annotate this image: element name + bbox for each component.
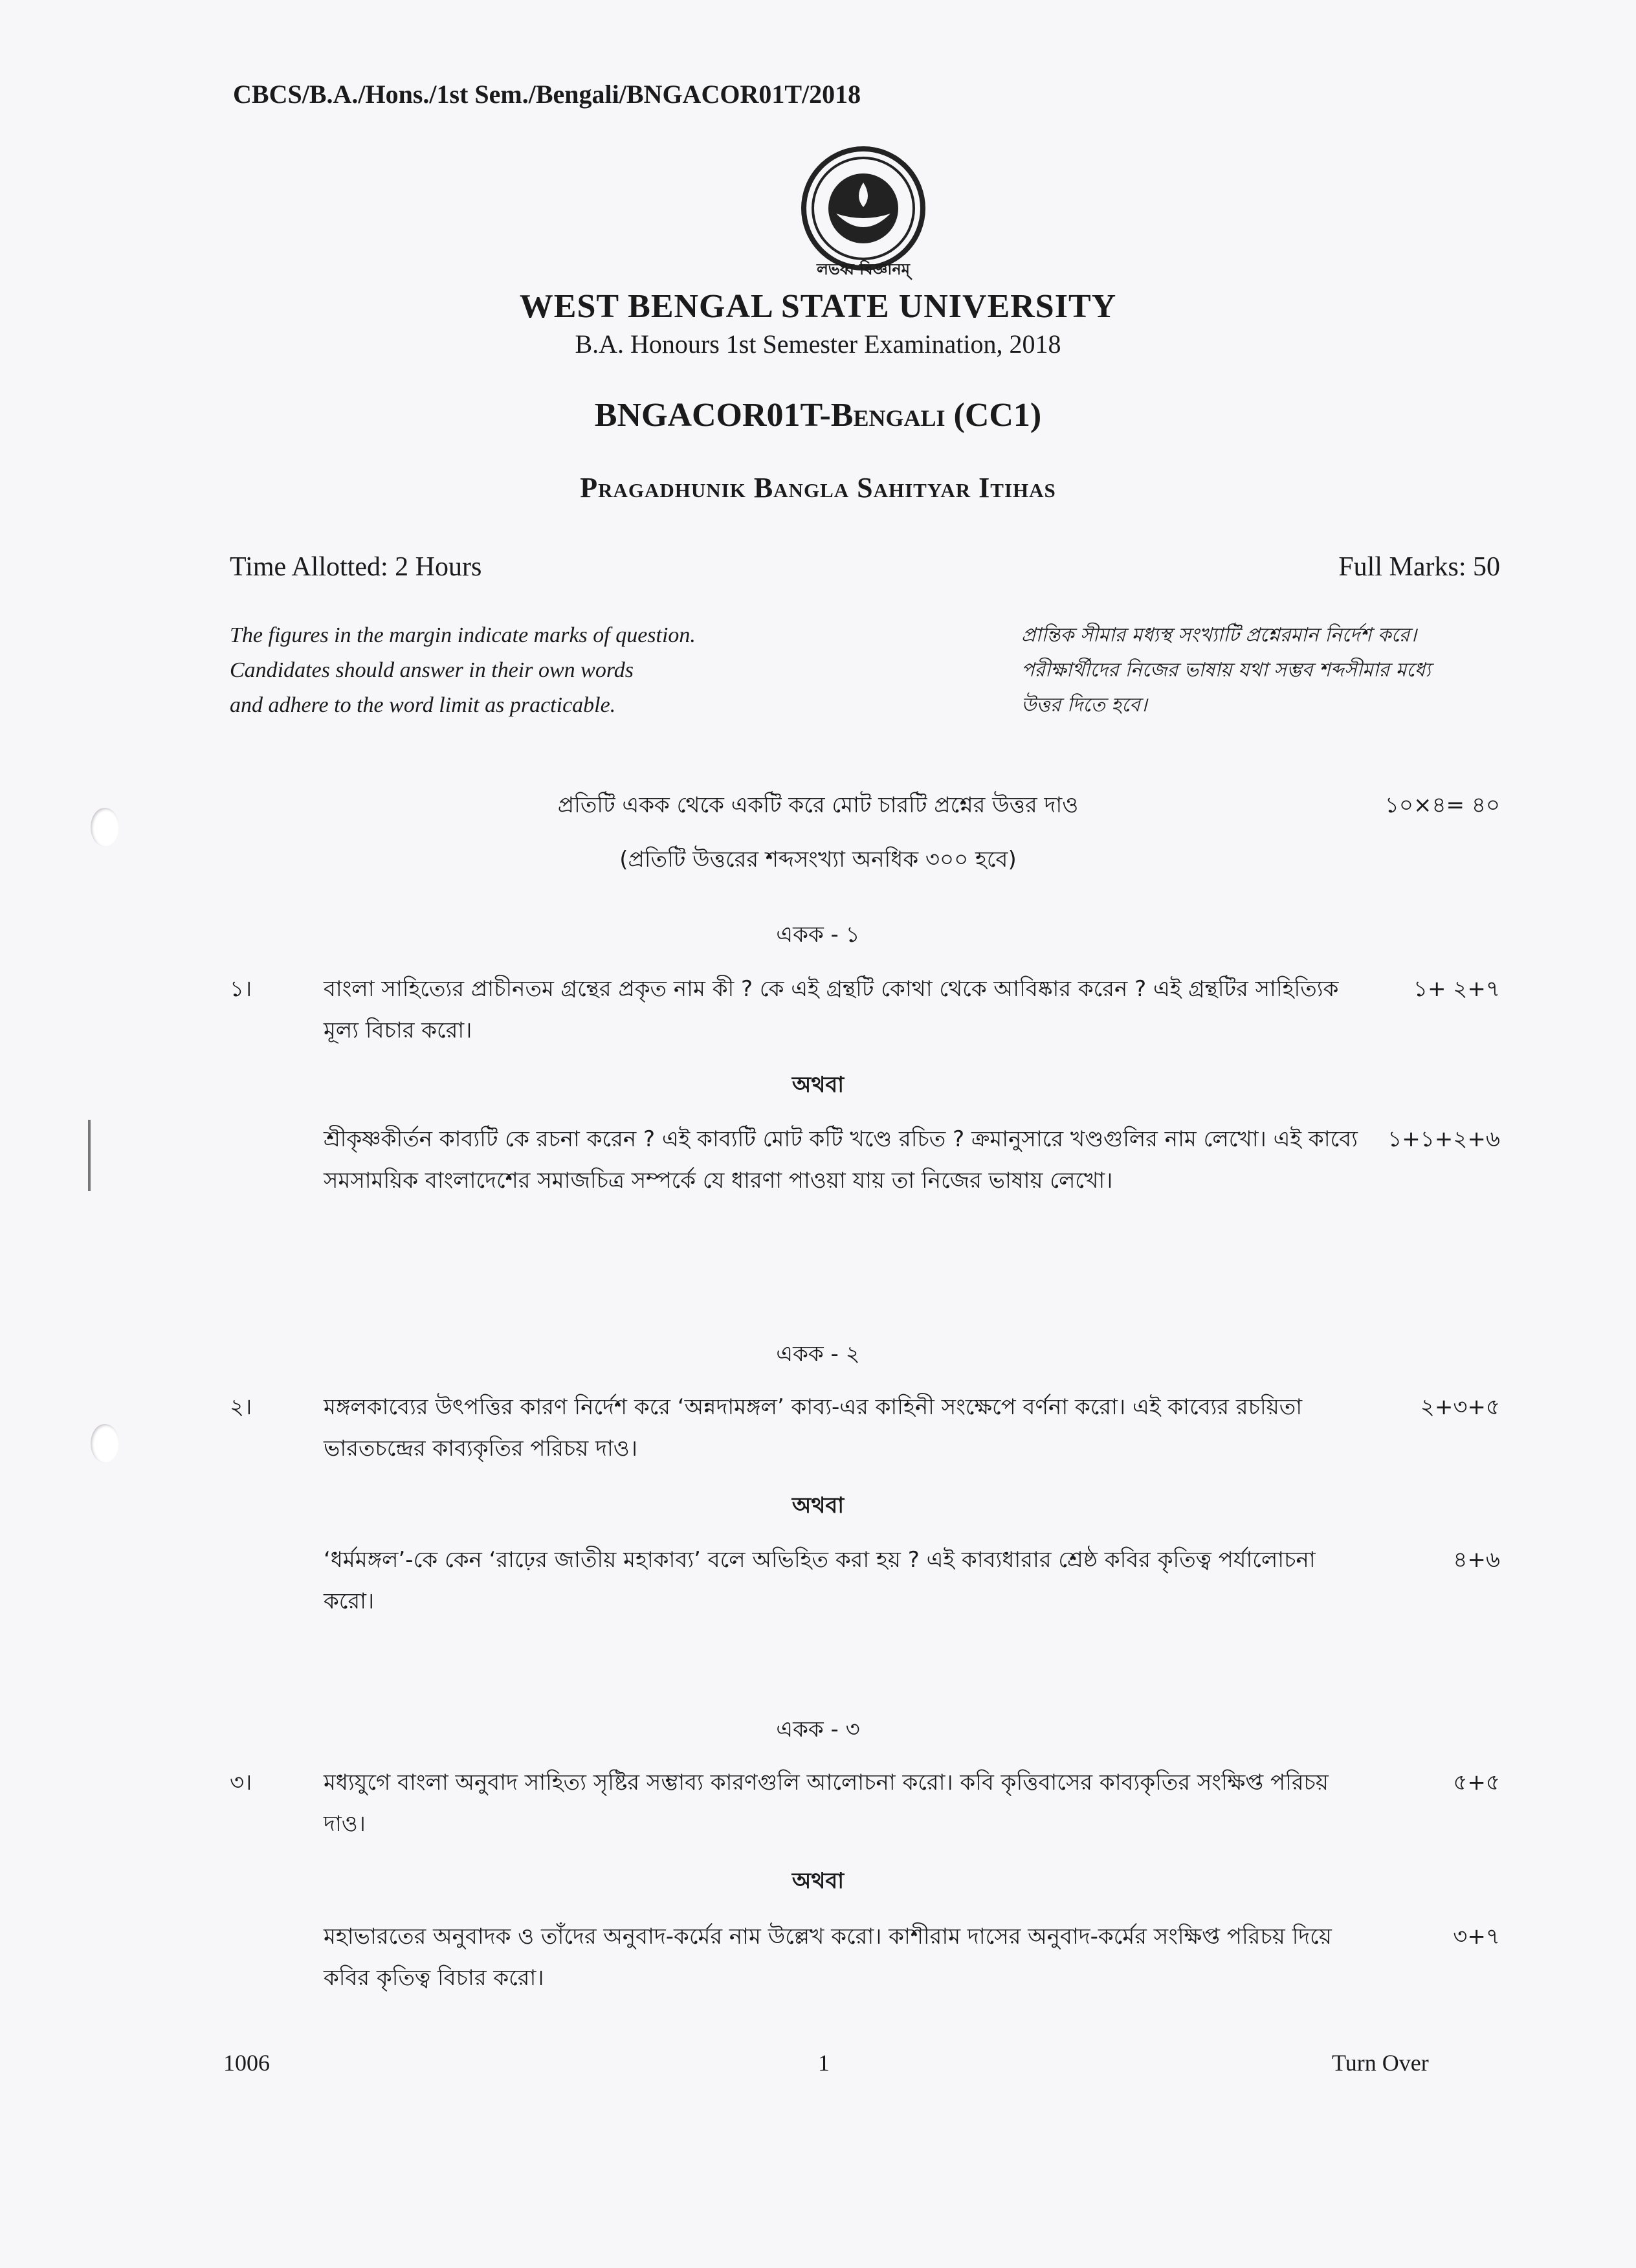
instructions-english (230, 618, 696, 723)
unit-heading: একক - ২ (776, 1341, 860, 1367)
paper-title: BNGACOR01T-Bengali (CC1) (594, 397, 1042, 434)
question-text: ‘ধর্মমঙ্গল’-কে কেন ‘রাঢ়ের জাতীয় মহাকাব্য’ বলে অভিহিত করা হয় ? এই কাব্যধারার শ্রেষ্ঠ কবির কৃতিত্ব পর্যালোচনা করো। (324, 1547, 1316, 1614)
question-number: ২। (230, 1394, 252, 1420)
question-number: ১। (230, 976, 252, 1002)
question-text: মধ্যযুগে বাংলা অনুবাদ সাহিত্য সৃষ্টির সম্ভাব্য কারণগুলি আলোচনা করো। কবি কৃত্তিবাসের কাব্যকৃতির সংক্ষিপ্ত পরিচয় দাও। (324, 1770, 1329, 1837)
directive-marks: ১০×৪= ৪০ (1384, 792, 1500, 818)
footer-code: 1006 (223, 2050, 270, 2076)
full-marks: Full Marks: 50 (1338, 552, 1500, 582)
answer-directive: প্রতিটি একক থেকে একটি করে মোট চারটি প্রশ্নের উত্তর দাও (557, 792, 1079, 818)
subject-title: Pragadhunik Bangla Sahityar Itihas (580, 472, 1056, 504)
question-marks: ২+৩+৫ (1420, 1394, 1500, 1420)
page-number: 1 (818, 2050, 830, 2076)
question-text: শ্রীকৃষ্ণকীর্তন কাব্যটি কে রচনা করেন ? এই কাব্যটি মোট কটি খণ্ডে রচিত ? ক্রমানুসারে খণ্ডগুলির নাম লেখো। এই কাব্যে সমসাময়িক বাংলাদেশের সমাজচিত্র সম্পর্কে যে ধারণা পাওয়া যায় তা নিজের ভাষায় লেখো। (324, 1126, 1358, 1194)
university-seal-icon (799, 144, 928, 273)
instructions-bengali (1021, 618, 1431, 723)
or-label: অথবা (791, 1072, 845, 1098)
exam-name: B.A. Honours 1st Semester Examination, 2018 (575, 329, 1061, 359)
punch-hole-bottom (91, 1424, 119, 1463)
time-allotted: Time Allotted: 2 Hours (230, 552, 482, 582)
paper-code: CBCS/B.A./Hons./1st Sem./Bengali/BNGACOR01T/2018 (233, 80, 861, 109)
unit-heading: একক - ১ (776, 922, 860, 948)
question-marks: ৪+৬ (1453, 1547, 1500, 1573)
university-motto: লভধ্ব বিজ্ঞানম্ (816, 260, 911, 278)
turn-over-note: Turn Over (1332, 2050, 1429, 2076)
instruction-line: উত্তর দিতে হবে। (1021, 694, 1147, 717)
instruction-line: প্রান্তিক সীমার মধ্যস্থ সংখ্যাটি প্রশ্নেরমান নির্দেশ করে। (1021, 624, 1417, 647)
question-marks: ১+১+২+৬ (1387, 1126, 1500, 1152)
instruction-line: and adhere to the word limit as practicable. (230, 693, 616, 717)
staple-mark (88, 1120, 91, 1191)
question-number: ৩। (230, 1770, 252, 1796)
question-text: মহাভারতের অনুবাদক ও তাঁদের অনুবাদ-কর্মের নাম উল্লেখ করো। কাশীরাম দাসের অনুবাদ-কর্মের সংক্ষিপ্ত পরিচয় দিয়ে কবির কৃতিত্ব বিচার করো। (324, 1924, 1332, 1991)
unit-heading: একক - ৩ (776, 1717, 860, 1742)
instruction-line: The figures in the margin indicate marks of question. (230, 623, 696, 647)
instruction-line: পরীক্ষার্থীদের নিজের ভাষায় যথা সম্ভব শব্দসীমার মধ্যে (1021, 659, 1431, 682)
or-label: অথবা (791, 1493, 845, 1518)
word-limit-note: (প্রতিটি উত্তরের শব্দসংখ্যা অনধিক ৩০০ হবে) (619, 847, 1017, 873)
university-name: WEST BENGAL STATE UNIVERSITY (519, 288, 1117, 325)
question-marks: ১+ ২+৭ (1413, 976, 1500, 1002)
question-text: বাংলা সাহিত্যের প্রাচীনতম গ্রন্থের প্রকৃত নাম কী ? কে এই গ্রন্থটি কোথা থেকে আবিষ্কার করেন ? এই গ্রন্থটির সাহিত্যিক মূল্য বিচার করো। (324, 976, 1339, 1043)
instruction-line: Candidates should answer in their own words (230, 658, 634, 682)
or-label: অথবা (791, 1868, 845, 1894)
question-text: মঙ্গলকাব্যের উৎপত্তির কারণ নির্দেশ করে ‘অন্নদামঙ্গল’ কাব্য-এর কাহিনী সংক্ষেপে বর্ণনা করো। এই কাব্যের রচয়িতা ভারতচন্দ্রের কাব্যকৃতির পরিচয় দাও। (324, 1394, 1303, 1462)
question-marks: ৫+৫ (1453, 1770, 1500, 1796)
question-marks: ৩+৭ (1453, 1924, 1500, 1950)
